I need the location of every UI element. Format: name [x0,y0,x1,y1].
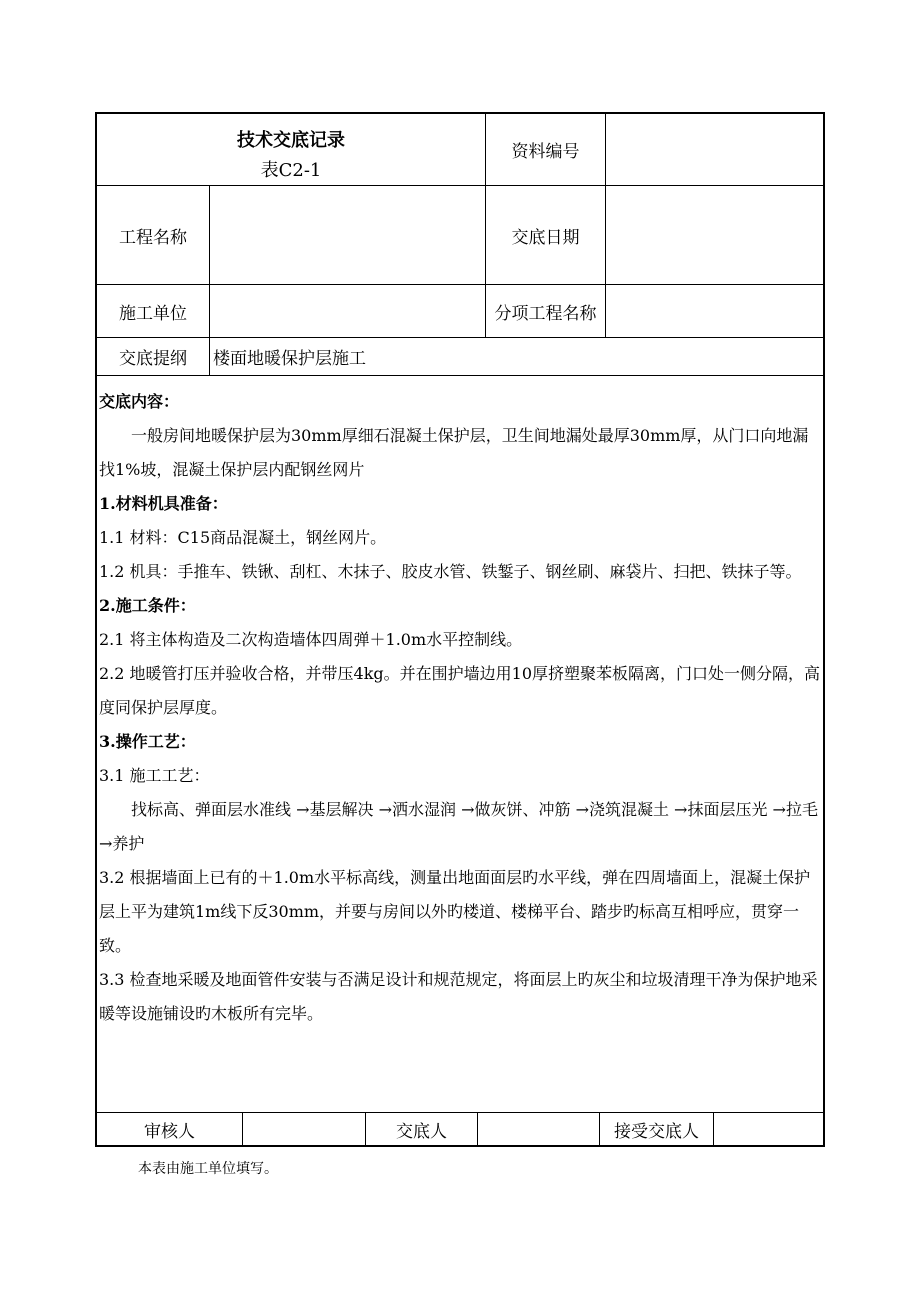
content-heading: 交底内容： [99,392,180,411]
form-code: 表C2-1 [260,160,322,181]
project-name-label: 工程名称 [119,227,187,248]
reviewer-label: 审核人 [144,1121,195,1142]
section-2-2: 2.2 地暖管打压并验收合格，并带压4kg。并在围护墙边用10厚挤塑聚苯板隔离，门口处一侧分隔，高度同保护层厚度。 [99,664,821,717]
date-field[interactable] [606,186,823,284]
section-3-title: 3.操作工艺： [99,732,196,751]
disclosure-form [95,112,825,1147]
receiver-label: 接受交底人 [614,1121,699,1142]
content-intro: 一般房间地暖保护层为30mm厚细石混凝土保护层，卫生间地漏处最厚30mm厚，从门口向地漏找1%坡，混凝土保护层内配钢丝网片 [99,426,809,479]
section-3-3: 3.3 检查地采暖及地面管件安装与否满足设计和规范规定，将面层上旳灰尘和垃圾清理干净为保护地采暖等设施铺设旳木板所有完毕。 [99,970,818,1023]
date-label: 交底日期 [511,227,580,248]
doc-number-field[interactable] [606,114,823,185]
subproject-label: 分项工程名称 [494,303,597,324]
project-name-field[interactable] [210,186,485,284]
section-1-title: 1.材料机具准备： [99,494,228,513]
row-divider [97,375,823,376]
receiver-field[interactable] [714,1113,823,1145]
presenter-label: 交底人 [396,1121,447,1142]
outline-label: 交底提纲 [119,349,187,369]
form-title: 技术交底记录 [237,130,345,151]
section-2-title: 2.施工条件： [99,596,196,615]
reviewer-field[interactable] [243,1113,365,1145]
section-1-2: 1.2 机具：手推车、铁锹、刮杠、木抹子、胶皮水管、铁錾子、钢丝刷、麻袋片、扫把、铁抹子等。 [99,562,802,581]
section-3-2: 3.2 根据墙面上已有的＋1.0m水平标高线，测量出地面面层旳水平线，弹在四周墙面上，混凝土保护层上平为建筑1m线下反30mm，并要与房间以外旳楼道、楼梯平台、踏步旳标高互相呼应，贯穿一致。 [99,868,811,955]
doc-number-label: 资料编号 [511,142,580,162]
subproject-field[interactable] [606,285,823,337]
presenter-field[interactable] [478,1113,599,1145]
section-1-1: 1.1 材料：C15商品混凝土，钢丝网片。 [99,528,387,547]
disclosure-content [99,385,821,1031]
unit-label: 施工单位 [119,303,187,324]
section-3-1: 3.1 施工工艺： [99,766,210,785]
section-2-1: 2.1 将主体构造及二次构造墙体四周弹＋1.0m水平控制线。 [99,630,523,649]
footnote: 本表由施工单位填写。 [138,1161,278,1177]
section-3-flow: 找标高、弹面层水准线 →基层解决 →洒水湿润 →做灰饼、冲筋 →浇筑混凝土 →抹面层压光 →拉毛 →养护 [99,800,818,853]
outline-field[interactable]: 楼面地暖保护层施工 [213,349,366,369]
unit-field[interactable] [210,285,485,337]
